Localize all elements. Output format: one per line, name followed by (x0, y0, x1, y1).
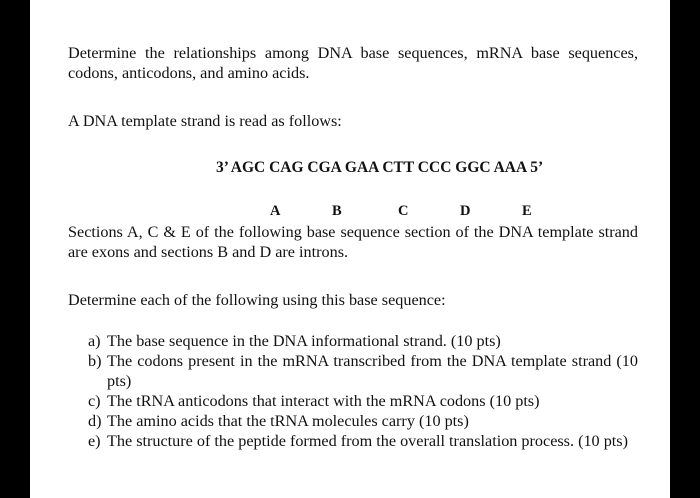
question-list (88, 331, 638, 451)
item-text: The base sequence in the DNA informational strand. (10 pts) (107, 332, 501, 350)
item-marker: c) (88, 392, 101, 410)
item-text: The amino acids that the tRNA molecules carry (10 pts) (107, 412, 469, 430)
item-text: The codons present in the mRNA transcribed from the DNA template strand (10 pts) (107, 352, 638, 390)
section-label-c: C (398, 203, 409, 219)
section-labels (30, 201, 670, 221)
list-item (88, 391, 638, 411)
intro-paragraph: Determine the relationships among DNA base sequences, mRNA base sequences, codons, anticodons, and amino acids. (68, 44, 638, 82)
section-label-e: E (522, 203, 532, 219)
list-item (88, 331, 638, 351)
section-label-b: B (332, 203, 342, 219)
determine-instruction: Determine each of the following using this base sequence: (68, 291, 446, 309)
item-marker: a) (88, 332, 101, 350)
item-text: The structure of the peptide formed from the overall translation process. (10 pts) (107, 432, 628, 450)
section-label-d: D (460, 203, 471, 219)
list-item (88, 351, 638, 391)
list-item (88, 411, 638, 431)
exon-intron-paragraph: Sections A, C & E of the following base sequence section of the DNA template strand are exons and sections B and D are introns. (68, 223, 638, 261)
document-page (30, 0, 670, 498)
dna-template-sequence: 3’ AGC CAG CGA GAA CTT CCC GGC AAA 5’ (216, 159, 544, 176)
item-marker: d) (88, 412, 102, 430)
item-text: The tRNA anticodons that interact with the mRNA codons (10 pts) (107, 392, 540, 410)
item-marker: b) (88, 352, 102, 370)
template-strand-intro: A DNA template strand is read as follows: (68, 112, 342, 130)
item-marker: e) (88, 432, 101, 450)
list-item (88, 431, 638, 451)
section-label-a: A (270, 203, 281, 219)
